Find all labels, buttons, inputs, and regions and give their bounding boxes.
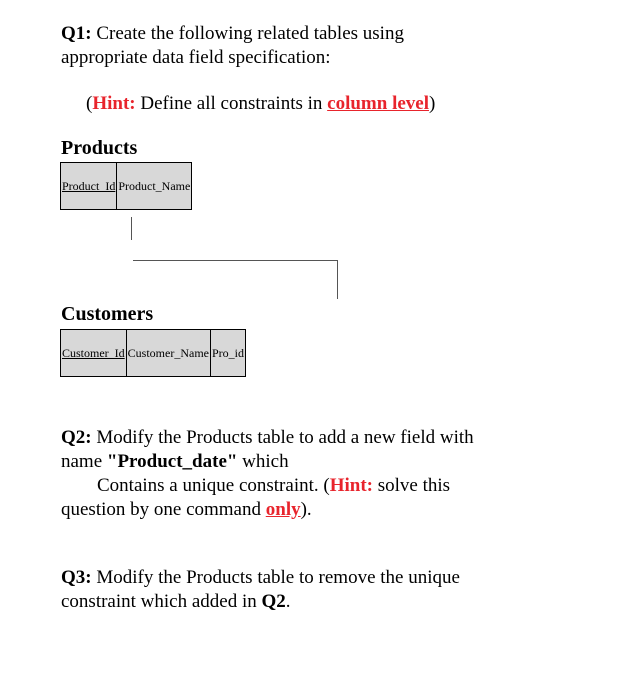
relationship-line-vertical-left [131, 217, 132, 240]
customers-header-row [61, 330, 246, 377]
q3-line1 [61, 566, 460, 589]
q1-label: Q1: [61, 23, 92, 44]
q1-hint [86, 92, 435, 115]
customers-col-name: Customer_Name [126, 330, 210, 377]
products-col-name: Product_Name [117, 163, 192, 210]
q1-text-line1: Create the following related tables using [91, 23, 404, 44]
q2-label: Q2: [61, 427, 92, 448]
q2-line4-end: ). [300, 499, 312, 520]
customers-table [60, 329, 246, 377]
q2-line4-text: question by one command [61, 499, 266, 520]
q3-text-line2: constraint which added in [61, 591, 262, 612]
q2-hint-text: solve this [373, 475, 451, 496]
customers-title: Customers [61, 303, 154, 325]
relationship-line-vertical-right [337, 260, 338, 299]
q3-line2 [61, 590, 291, 613]
q2-name-prefix: name [61, 451, 107, 472]
products-title: Products [61, 137, 138, 159]
q2-line1 [61, 426, 474, 449]
q1-line2: appropriate data field specification: [61, 47, 331, 68]
q3-text-end: . [285, 591, 291, 612]
products-col-pk: Product_Id [61, 163, 117, 210]
products-table [60, 162, 192, 210]
q2-emphasis: only [265, 499, 301, 520]
q2-name-suffix: which [237, 451, 289, 472]
q3-label: Q3: [61, 567, 92, 588]
customers-col-fk: Pro_id [211, 330, 246, 377]
q1-hint-close: ) [429, 93, 436, 114]
q1-hint-emphasis: column level [327, 93, 429, 114]
customers-col-pk: Customer_Id [61, 330, 127, 377]
q3-text-line1: Modify the Products table to remove the unique [91, 567, 460, 588]
products-header-row [61, 163, 192, 210]
q1-hint-label: Hint: [92, 93, 136, 114]
q2-line3 [97, 474, 450, 497]
q2-line2 [61, 450, 289, 473]
q1-line1 [61, 22, 404, 45]
q2-text-line1: Modify the Products table to add a new field with [91, 427, 474, 448]
q2-hint-label: Hint: [329, 475, 373, 496]
q1-hint-text: Define all constraints in [135, 93, 328, 114]
relationship-line-horizontal [133, 260, 338, 261]
q2-line3-text: Contains a unique constraint. ( [97, 475, 330, 496]
q3-ref: Q2 [261, 591, 286, 612]
q2-field-name: "Product_date" [106, 451, 238, 472]
q2-line4 [61, 498, 312, 521]
q1-hint-open: ( [86, 93, 93, 114]
